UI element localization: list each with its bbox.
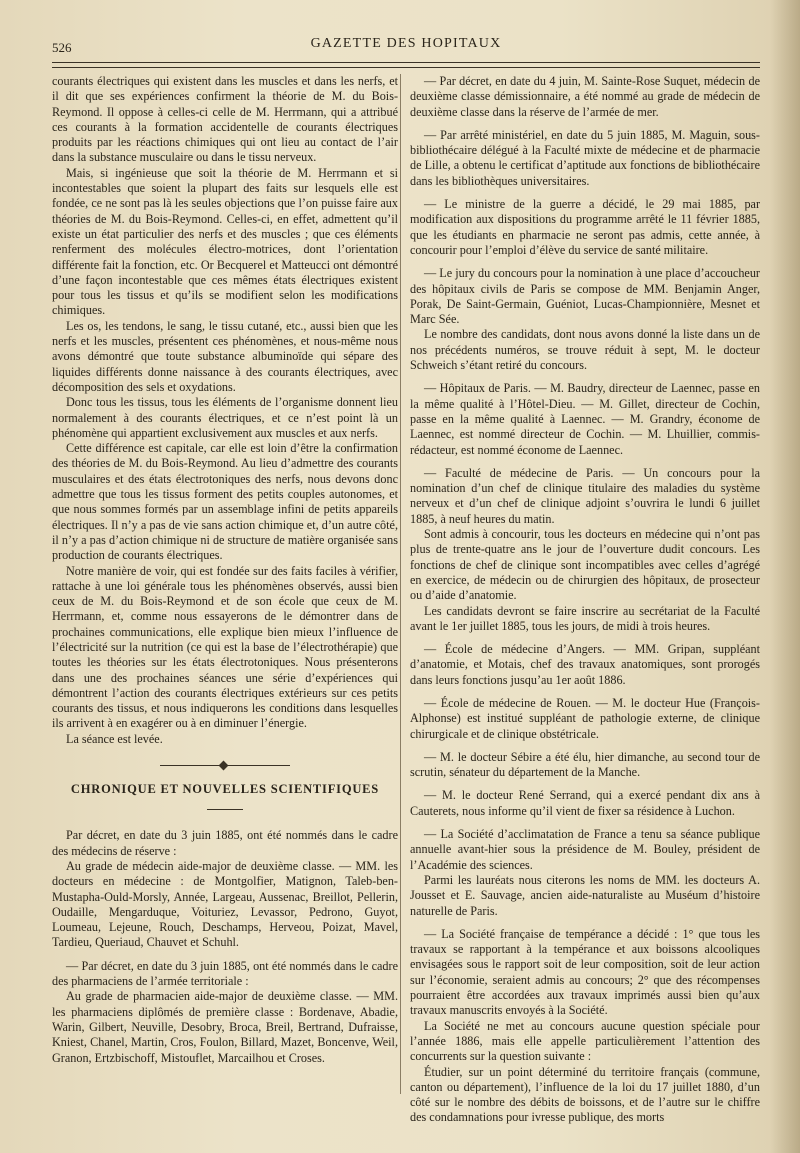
left-column (52, 74, 398, 1066)
news-paragraph: — Le ministre de la guerre a décidé, le 29 mai 1885, par modification aux dispositions du programme arrêté le 11 février 1885, que les étudiants en pharmacie ne seront pas admis, cette année, à concourir pour l’emploi d’élève du service de santé militaire. (410, 197, 760, 257)
article-paragraph: La séance est levée. (66, 731, 163, 746)
article-paragraph: Notre manière de voir, qui est fondée sur des faits faciles à vérifier, rattache à une loi générale tous les phénomènes observés, aussi bien ceux de M. du Bois-Reymond et de son école que ceux de M. Herrmann, et, comme nous essayerons de le démontrer dans de prochaines communications, elle explique bien mieux l’influence de l’électricité sur la nutrition (ce qui est la base de l’électrothérapie) que toutes les théories sur les états électrotoniques. Nous présenterons dans une des prochaines séances une série d’expériences qui démontrent l’action des courants électriques extérieurs sur ces petits courants des tissus, et nous indiquerons les conditions dans lesquelles ils arrivent à en exagérer ou à en diminuer l’énergie. (52, 563, 398, 731)
news-paragraph: — Par décret, en date du 4 juin, M. Sainte-Rose Suquet, médecin de deuxième classe démissionnaire, a été nommé au grade de médecin de deuxième classe dans la réserve de l’armée de mer. (410, 74, 760, 119)
news-paragraph: — Faculté de médecine de Paris. — Un concours pour la nomination d’un chef de clinique titulaire des maladies du système nerveux et d’un chef de clinique adjoint s’ouvrira le lundi 6 juillet 1885, à neuf heures du matin. (410, 465, 760, 526)
header-double-rule (52, 62, 760, 68)
news-paragraph: Par décret, en date du 3 juin 1885, ont été nommés dans le cadre des médecins de réserve : (52, 828, 398, 858)
article-paragraph: Donc tous les tissus, tous les éléments de l’organisme donnent lieu normalement à des courants électriques, et ce n’est point là un phénomène qui appartient exclusivement aux muscles et aux nerfs. (52, 395, 398, 440)
article-paragraph: Mais, si ingénieuse que soit la théorie de M. Herrmann et si incontestables que soient la plupart des faits sur lesquels elle est fondée, ce ne sont pas là les seules objections que l’on puisse faire aux théories de M. du Bois-Reymond. Celles-ci, en effet, admettent qu’il existe un état particulier des nerfs et des muscles ; que ces éléments renferment des molécules électro-motrices, dont l’orientation différente fait la fonction, etc. Or Becquerel et Matteucci ont démontré d’une façon incontestable que ces mêmes états électriques existent pour tous les tissus et qu’ils se modifient selon les modifications chimiques. (52, 165, 398, 318)
section-heading: CHRONIQUE ET NOUVELLES SCIENTIFIQUES (70, 782, 380, 797)
gazette-title: GAZETTE DES HOPITAUX (310, 36, 502, 51)
column-divider (400, 74, 401, 1094)
news-paragraph: — École de médecine d’Angers. — MM. Gripan, suppléant d’anatomie, et Motais, chef des travaux anatomiques, sont prorogés dans leurs fonctions jusqu’au 1er août 1886. (410, 642, 760, 687)
section-rule (207, 809, 243, 810)
news-paragraph: Sont admis à concourir, tous les docteurs en médecine qui n’ont pas plus de trente-quatre ans le jour de l’ouverture dudit concours. Les fonctions de chef de clinique sont incompatibles avec celles d’agrégé en exercice, de médecin ou de chirurgien des hôpitaux, de prosecteur ou d’aide d’anatomie. (410, 527, 760, 603)
news-paragraph: — Par arrêté ministériel, en date du 5 juin 1885, M. Maguin, sous-bibliothécaire délégué à la Faculté mixte de médecine et de pharmacie de Lille, a obtenu le certificat d’aptitude aux fonctions de bibliothécaire dans les bibliothèques universitaires. (410, 127, 760, 188)
news-paragraph: Au grade de pharmacien aide-major de deuxième classe. — MM. les pharmaciens diplômés de première classe : Bordenave, Abadie, Warin, Gilbert, Neuville, Desobry, Broca, Breil, Bertrand, Dufraisse, Kniest, Chanel, Martin, Cros, Foulon, Billard, Mazet, Boncenve, Weil, Granon, Ertzbischoff, Mistouflet, Marcailhou et Croses. (52, 989, 398, 1065)
news-paragraph: — Le jury du concours pour la nomination à une place d’accoucheur des hôpitaux civils de Paris se compose de MM. Benjamin Anger, Porak, De Saint-Germain, Guéniot, Lucas-Championnière, Mesnet et Marc Sée. (410, 266, 760, 327)
news-paragraph: Étudier, sur un point déterminé du territoire français (commune, canton ou département), l’influence de la loi du 17 juillet 1880, d’un côté sur le nombre des débits de boissons, et de l’autre sur le chiffre des condamnations pour ivresse publique, des morts (410, 1064, 760, 1125)
news-paragraph: Les candidats devront se faire inscrire au secrétariat de la Faculté avant le 1er juillet 1885, tous les jours, de midi à trois heures. (410, 603, 760, 633)
article-paragraph: Cette différence est capitale, car elle est loin d’être la confirmation des théories de M. du Bois-Reymond. Au lieu d’admettre des courants musculaires et des états électrotoniques des nerfs, nous devons donc admettre que tous les tissus forment des petits couples autonomes, et que nous sommes formés par un assemblage infini de petits appareils électriques. Il n’y a pas de vie sans action chimique et, d’un autre côté, il n’y a pas d’action chimique ni de structure de matière organisée sans production de courants électriques. (52, 441, 398, 563)
article-paragraph: courants électriques qui existent dans les muscles et dans les nerfs, et il dit que ses expériences confirment la théorie de M. du Bois-Reymond. Il oppose à celles-ci celle de M. Herrmann, qui a attribué ces courants à la formation accidentelle de courants électriques produits par les réactions chimiques qui ont lieu au contact de l’air dans la substance musculaire ou dans le tissu nerveux. (52, 74, 398, 165)
page-header (52, 34, 760, 58)
news-paragraph: — École de médecine de Rouen. — M. le docteur Hue (François-Alphonse) est institué suppléant de pathologie externe, de clinique chirurgicale et de clinique obstétricale. (410, 695, 760, 741)
news-paragraph: — La Société française de tempérance a décidé : 1° que tous les travaux se rapportant à la tempérance et aux boissons alcooliques envisagées sous le rapport soit de leur composition, soit de leur action sur l’économie, seraient admis au concours; 2° que des récompenses pourraient être accordées aux travaux imprimés aussi bien qu’aux travaux manuscrits envoyés à la Société. (410, 926, 760, 1018)
right-column (410, 74, 760, 1126)
ornamental-separator (160, 765, 290, 766)
news-paragraph: La Société ne met au concours aucune question spéciale pour l’année 1886, mais elle appelle particulièrement l’attention des concurrents sur la question suivante : (410, 1018, 760, 1064)
news-paragraph: Le nombre des candidats, dont nous avons donné la liste dans un de nos précédents numéros, se trouve réduit à sept, M. le docteur Schweich s’étant retiré du concours. (410, 327, 760, 373)
news-paragraph: — M. le docteur René Serrand, qui a exercé pendant dix ans à Cauterets, nous informe qu’il vient de fixer sa résidence à Luchon. (410, 788, 760, 818)
news-paragraph: — M. le docteur Sébire a été élu, hier dimanche, au second tour de scrutin, sénateur du département de la Manche. (410, 749, 760, 780)
news-paragraph: — Par décret, en date du 3 juin 1885, ont été nommés dans le cadre des pharmaciens de l’armée territoriale : (52, 958, 398, 989)
article-paragraph: Les os, les tendons, le sang, le tissu cutané, etc., aussi bien que les nerfs et les muscles, présentent ces phénomènes, et nous-même nous avons démontré que toute substance albuminoïde qui sépare des liquides différents donne naissance à des courants électriques, avec décomposition des sels et oxydations. (52, 318, 398, 394)
news-paragraph: Au grade de médecin aide-major de deuxième classe. — MM. les docteurs en médecine : de Montgolfier, Matignon, Taleb-ben-Mustapha-Ould-Morsly, Année, Largeau, Aussenac, Breillot, Pellerin, Oudaille, Mengarduque, Voituriez, Levassor, Pedrono, Guyot, Loumeau, Lejeune, Rouch, Deschamps, Herveou, Poizat, Mavel, Tardieu, Queriaud, Chauvet et Schuhl. (52, 858, 398, 950)
news-paragraph: — Hôpitaux de Paris. — M. Baudry, directeur de Laennec, passe en la même qualité à l’Hôtel-Dieu. — M. Gillet, directeur de Cochin, passe en la même qualité à Laennec. — M. Grandry, économe de Laennec, est nommé directeur de Cochin. — M. Lhuillier, commis-rédacteur, est nommé économe de Laennec. (410, 381, 760, 457)
page-edge-shadow (770, 0, 800, 1153)
news-paragraph: Parmi les lauréats nous citerons les noms de MM. les docteurs A. Jousset et E. Sauvage, ancien aide-naturaliste au Muséum d’histoire naturelle de Paris. (410, 872, 760, 918)
news-paragraph: — La Société d’acclimatation de France a tenu sa séance publique annuelle avant-hier sous la présidence de M. Bouley, président de l’Académie des sciences. (410, 827, 760, 872)
page-number: 526 (52, 40, 72, 55)
